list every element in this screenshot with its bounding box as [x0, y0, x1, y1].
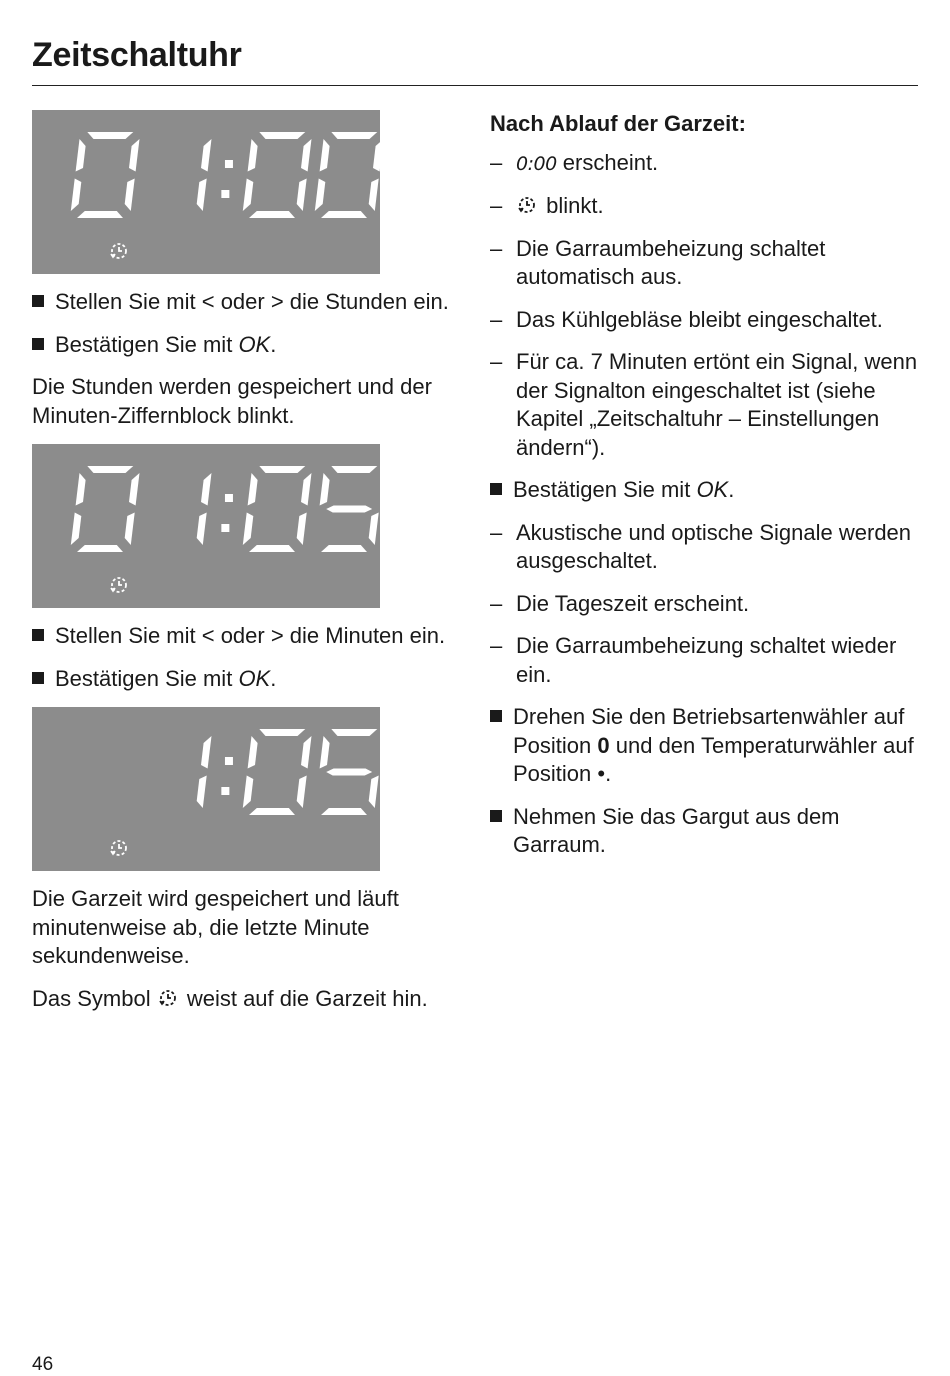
display-colon — [225, 160, 233, 168]
display-segment — [197, 776, 207, 809]
display-segment — [259, 466, 305, 473]
oven-display-1 — [32, 110, 380, 274]
display-segment — [197, 179, 207, 212]
display-segment — [248, 139, 258, 172]
title-rule — [32, 85, 918, 86]
display-timer-icon — [111, 841, 126, 855]
display-segment — [71, 179, 82, 212]
instruction-remove-food: Nehmen Sie das Gargut aus dem Garraum. — [490, 803, 925, 860]
left-column — [32, 110, 462, 1027]
instruction-confirm-signal: Bestätigen Sie mit OK. — [490, 476, 925, 505]
page-title: Zeitschaltuhr — [32, 36, 242, 74]
result-heating-off: – Die Garraumbeheizung schaltet automatisch aus. — [490, 235, 826, 289]
display-segment — [331, 132, 377, 139]
result-signal: – Für ca. 7 Minuten ertönt ein Signal, wenn der Signalton eingeschaltet ist (siehe Kapitel „Zeitschaltuhr – Einstellungen ändern“). — [490, 349, 918, 460]
display-timer-icon — [111, 244, 126, 258]
display-segment — [320, 736, 330, 769]
bullet-square — [490, 810, 502, 822]
display-segment — [331, 466, 377, 473]
display-digits-1 — [32, 110, 380, 274]
display-segment — [201, 473, 212, 506]
display-segment — [125, 513, 135, 546]
paragraph-symbol: Das Symbol weist auf die Garzeit hin. — [32, 985, 428, 1011]
bullet-square — [32, 338, 44, 350]
display-segment — [297, 513, 307, 546]
result-fan-on: – Das Kühlgebläse bleibt eingeschaltet. — [490, 306, 883, 332]
display-segment — [321, 545, 367, 552]
display-colon — [221, 524, 229, 532]
oven-display-2 — [32, 444, 380, 608]
display-segment — [320, 473, 330, 506]
display-segment — [297, 776, 307, 809]
page-number: 46 — [32, 1354, 54, 1375]
instruction-set-minutes: Stellen Sie mit < oder > die Minuten ein. — [32, 622, 462, 651]
display-colon — [221, 190, 229, 198]
display-segment — [369, 179, 379, 212]
display-colon — [221, 787, 229, 795]
bullet-square — [32, 295, 44, 307]
right-column — [490, 110, 925, 874]
display-segment — [259, 132, 305, 139]
display-segment — [320, 139, 330, 172]
display-timer-icon — [111, 578, 126, 592]
instruction-turn-selectors: Drehen Sie den Betriebsartenwähler auf Position 0 und den Temperaturwähler auf Position •. — [490, 703, 925, 789]
display-segment — [129, 139, 140, 172]
bullet-square — [32, 629, 44, 641]
instruction-confirm-hours: Bestätigen Sie mit OK. — [32, 331, 462, 360]
display-segment — [326, 506, 372, 513]
result-signals-off: – Akustische und optische Signale werden ausgeschaltet. — [490, 519, 912, 573]
display-segment — [76, 473, 86, 506]
display-segment — [87, 466, 133, 473]
display-segment — [249, 808, 295, 815]
display-segment — [249, 211, 295, 218]
bullet-square — [490, 710, 502, 722]
result-symbol-blinks: – blinkt. — [490, 193, 604, 218]
display-segment — [321, 211, 367, 218]
display-segment — [249, 545, 295, 552]
display-segment — [331, 729, 377, 736]
display-segment — [297, 179, 307, 212]
oven-display-3 — [32, 707, 380, 871]
display-segment — [369, 776, 379, 809]
cooking-timer-icon — [157, 985, 181, 1009]
display-segment — [369, 513, 379, 546]
display-digits-3 — [32, 707, 380, 871]
instruction-set-hours: Stellen Sie mit < oder > die Stunden ein. — [32, 288, 462, 317]
display-segment — [321, 808, 367, 815]
display-segment — [301, 473, 312, 506]
instruction-confirm-minutes: Bestätigen Sie mit OK. — [32, 665, 462, 694]
display-segment — [125, 179, 135, 212]
display-segment — [76, 139, 86, 172]
display-segment — [71, 513, 82, 546]
display-segment — [129, 473, 140, 506]
display-colon — [225, 494, 233, 502]
bullet-square — [32, 672, 44, 684]
paragraph-hours-saved: Die Stunden werden gespeichert und der Minuten-Ziffernblock blinkt. — [32, 374, 432, 428]
display-colon — [225, 757, 233, 765]
paragraph-cooking-time-saved: Die Garzeit wird gespeichert und läuft minutenweise ab, die letzte Minute sekundenweise. — [32, 886, 399, 968]
display-segment — [77, 545, 123, 552]
cooking-timer-icon — [516, 192, 540, 216]
display-segment — [248, 473, 258, 506]
display-digits-2 — [32, 444, 380, 608]
display-segment — [201, 736, 212, 769]
display-segment — [373, 139, 380, 172]
display-segment — [248, 736, 258, 769]
display-segment — [243, 776, 254, 809]
result-heating-on: – Die Garraumbeheizung schaltet wieder ein. — [490, 633, 897, 687]
display-segment — [301, 139, 312, 172]
section-heading: Nach Ablauf der Garzeit: — [490, 111, 746, 136]
display-segment — [197, 513, 207, 546]
result-time-of-day: – Die Tageszeit erscheint. — [490, 590, 750, 616]
display-segment — [259, 729, 305, 736]
display-segment — [315, 179, 326, 212]
bullet-square — [490, 483, 502, 495]
display-segment — [326, 769, 372, 776]
display-segment — [77, 211, 123, 218]
display-segment — [87, 132, 133, 139]
result-display-zero: – 0:00 erscheint. — [490, 149, 659, 175]
display-segment — [243, 179, 254, 212]
display-segment — [243, 513, 254, 546]
display-segment — [201, 139, 212, 172]
display-segment — [301, 736, 312, 769]
